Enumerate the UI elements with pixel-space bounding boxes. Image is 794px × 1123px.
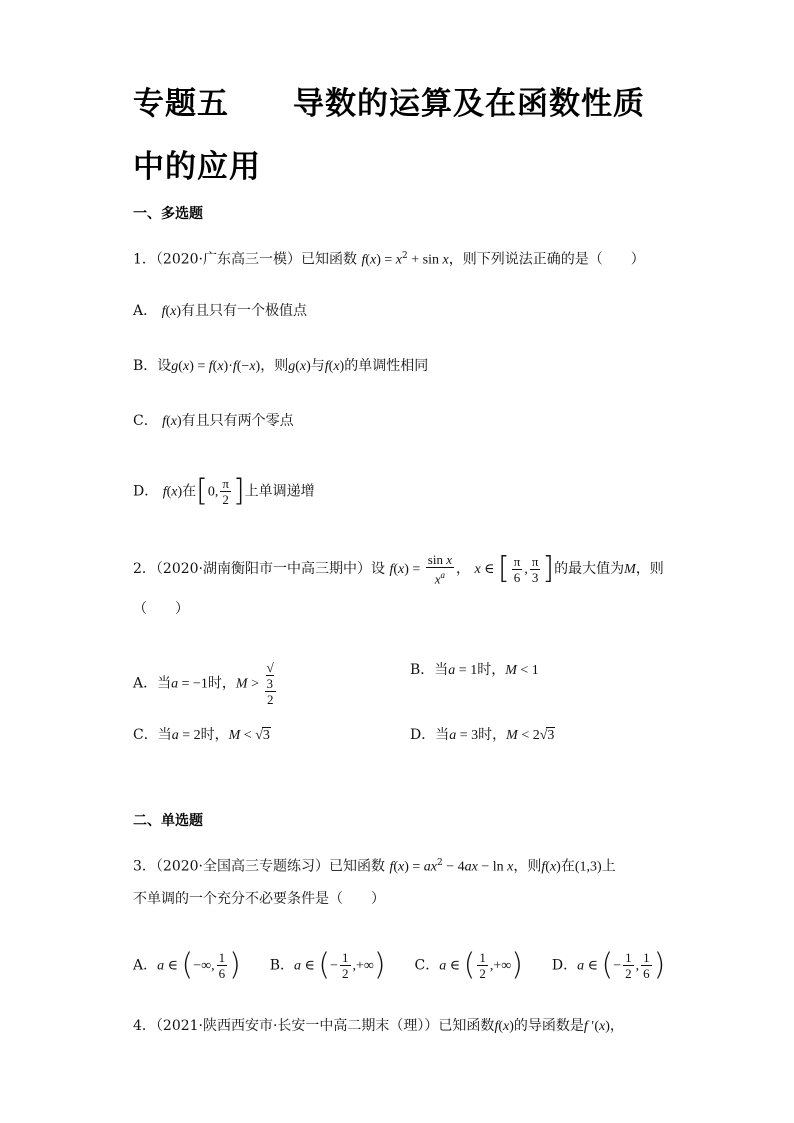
question-4-stem: 4．（2021·陕西西安市·长安一中高二期末（理））已知函数f(x)的导函数是f ′(x)， [133, 1018, 624, 1034]
section-heading-multi: 一、多选题 [133, 206, 203, 222]
question-2-option-c: C．当a = 2时，M < √3 [133, 727, 270, 743]
question-1-option-d: D． f(x)在[0, $\frac{\pi}{2}$ ]上单调递增 [133, 473, 315, 509]
question-1-option-c: C． f(x)有且只有两个零点 [133, 413, 294, 429]
question-2-paren: （ ） [133, 601, 189, 617]
question-1-stem: 1．（2020·广东高三一模）已知函数 $f(x) = x^2 + \sin x$，则下列说法正确的是（ ） [133, 251, 645, 268]
question-2-stem: 2．（2020·湖南衡阳市一中高三期中）设 f(x) = $\frac{\text{sin x}}{x^a}$ ， x ∈ [ $\frac{\pi}{6}$ , $\frac{\pi}{3}$ ]的最大值为M，则 [133, 551, 664, 587]
question-1-option-a: A． f(x)有且只有一个极值点 [133, 303, 308, 319]
question-3-stem-line-2: 不单调的一个充分不必要条件是（ ） [133, 891, 385, 907]
question-2-option-a: A．当a = −1时，M > √ 3 2 [133, 660, 278, 707]
section-heading-single: 二、单选题 [133, 813, 203, 829]
question-2-option-b: B．当a = 1时，M < 1 [410, 662, 539, 678]
question-1-option-b: B．设g(x) = f(x)·f(−x)，则g(x)与f(x)的单调性相同 [133, 358, 429, 374]
page-title-line-2: 中的应用 [133, 149, 261, 185]
question-2-option-d: D．当a = 3时，M < 2√3 [410, 727, 555, 743]
formula: f [361, 252, 366, 268]
page-title-line-1: 专题五 导数的运算及在函数性质 [133, 86, 645, 122]
question-3-options: A．a ∈ (−∞, $\frac{1}{6}$ ) B．a ∈ (− $\frac{1}{2}$ ,+∞) C．a ∈ ( $\frac{1}{2}$ ,+∞) D．a ∈ (− $\frac{1}{2}$ , $\frac{1}{6}$ ) [133, 947, 666, 983]
question-3-stem: 3．（2020·全国高三专题练习）已知函数 $f(x) = ax^2 - 4ax - \ln x$，则f(x)在(1,3)上 [133, 858, 616, 875]
